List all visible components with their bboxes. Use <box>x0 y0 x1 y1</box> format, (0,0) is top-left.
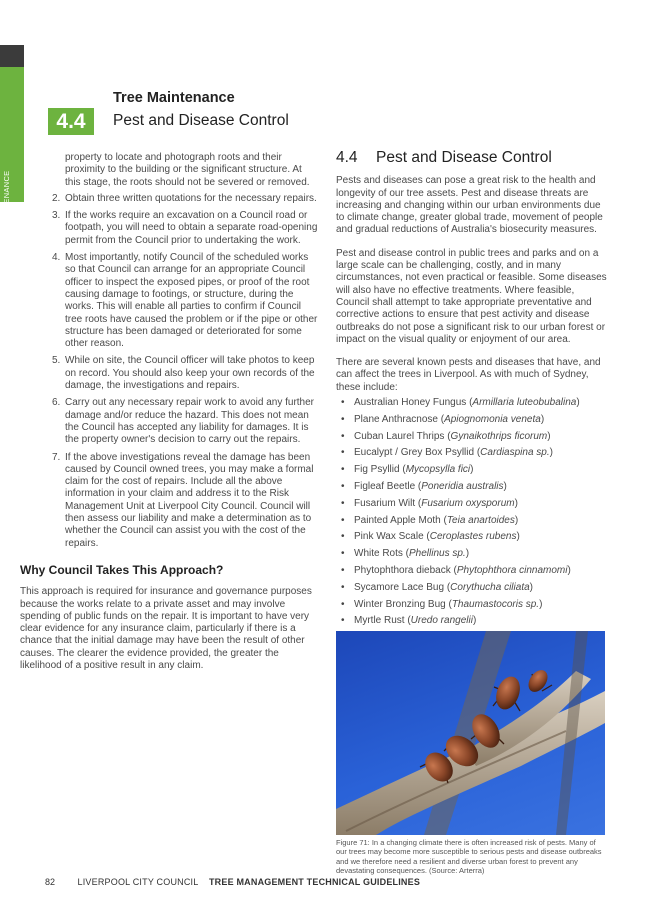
pest-scientific-name: Phellinus sp. <box>409 548 466 560</box>
pest-scientific-name: Gynaikothrips ficorum <box>450 430 548 442</box>
top-tab-marker <box>0 45 24 67</box>
step-1-continuation: property to locate and photograph roots and their proximity to the building or the significant structure. At this stage, the roots should not be severed or removed. <box>65 152 310 188</box>
list-item <box>20 193 320 205</box>
section-heading <box>336 149 608 166</box>
side-tab-label: TREE MAINTENANCE <box>2 170 11 252</box>
section-heading-title: Pest and Disease Control <box>376 149 552 166</box>
step-number: 6. <box>52 397 61 409</box>
list-item: • Phytophthora dieback (Phytophthora cinnamomi) <box>336 565 608 577</box>
pest-common-name: White Rots <box>354 548 403 560</box>
step-text: If the above investigations reveal the damage has been caused by Council owned trees, you may make a formal claim for the cost of repairs. Include all the above information in your claim and address it to the Risk Management Unit at Liverpool City Council. Council will then assess our liability and make a determination as to whether the Council can assist you with the cost of the repairs. <box>65 451 314 549</box>
pest-scientific-name: Apiognomonia veneta <box>444 413 541 425</box>
list-item <box>20 355 320 392</box>
step-text: If the works require an excavation on a Council road or footpath, you will need to obtain a separate road-opening permit from the Council prior to undertaking the work. <box>65 210 318 246</box>
pest-common-name: Pink Wax Scale <box>354 531 424 543</box>
left-column <box>20 152 320 672</box>
pest-scientific-name: Corythucha ciliata <box>450 581 530 593</box>
pest-common-name: Myrtle Rust <box>354 615 405 627</box>
figure-caption: Figure 71: In a changing climate there is often increased risk of pests. Many of our trees may become more susceptible to serious pests and disease outbreaks and we therefore need a resilient and diverse urban forest to prevent any devastating consequences. (Source: Arterra) <box>336 838 602 875</box>
chapter-title: Tree Maintenance <box>113 90 235 106</box>
list-item: • Myrtle Rust (Uredo rangelii) <box>336 615 608 627</box>
pest-scientific-name: Teia anartoides <box>446 514 515 526</box>
pest-scientific-name: Phytophthora cinnamomi <box>456 565 568 577</box>
section-heading-number: 4.4 <box>336 149 358 166</box>
chapter-subtitle: Pest and Disease Control <box>113 112 289 129</box>
pest-scientific-name: Armillaria luteobubalina <box>472 397 577 409</box>
pest-scientific-name: Ceroplastes rubens <box>429 531 517 543</box>
pest-common-name: Cuban Laurel Thrips <box>354 430 445 442</box>
list-item: • Cuban Laurel Thrips (Gynaikothrips ficorum) <box>336 431 608 443</box>
paragraph: Pest and disease control in public trees and parks and on a large scale can be challenging, costly, and in many circumstances, not even practical or feasible. Some diseases will also have no effective treatments. Where feasible, Council shall attempt to take appropriate preventative and corrective actions to ensure that pest activity and disease outbreaks do not pose a significant risk to our urban forest or impact on the visual quality or enjoyment of our area. <box>336 247 607 345</box>
pest-common-name: Fig Psyllid <box>354 464 400 476</box>
step-text: While on site, the Council officer will take photos to keep on record. You should also keep your own records of the damage, the investigations and repairs. <box>65 355 315 392</box>
pest-common-name: Sycamore Lace Bug <box>354 581 445 593</box>
pest-common-name: Figleaf Beetle <box>354 481 416 493</box>
pest-scientific-name: Poneridia australis <box>421 481 504 493</box>
step-number: 7. <box>52 451 61 463</box>
section-number-badge: 4.4 <box>48 108 94 135</box>
list-item <box>20 210 320 247</box>
why-heading: Why Council Takes This Approach? <box>20 562 224 577</box>
list-item <box>20 252 320 350</box>
pest-scientific-name: Fusarium oxysporum <box>421 497 515 509</box>
beetle-photo <box>336 631 605 835</box>
list-item: • Pink Wax Scale (Ceroplastes rubens) <box>336 531 608 543</box>
list-item: • Fusarium Wilt (Fusarium oxysporum) <box>336 498 608 510</box>
page-footer <box>45 877 420 887</box>
list-item: • Painted Apple Moth (Teia anartoides) <box>336 515 608 527</box>
pest-common-name: Painted Apple Moth <box>354 514 441 526</box>
paragraph: There are several known pests and diseases that have, and can affect the trees in Liverpool. As with much of Sydney, these include: <box>336 357 601 393</box>
list-item <box>20 397 320 446</box>
pest-common-name: Fusarium Wilt <box>354 497 416 509</box>
step-text: Obtain three written quotations for the necessary repairs. <box>65 192 317 204</box>
pest-common-name: Plane Anthracnose <box>354 413 438 425</box>
footer-organisation: LIVERPOOL CITY COUNCIL <box>77 877 199 887</box>
beetle-photo-illustration <box>336 631 605 835</box>
why-paragraph: This approach is required for insurance and governance purposes because the works relate to a private asset and may involve spending of public funds on the repair. It is important to have very clear evidence for any insurance claim, particularly if there is a chance that the initial damage may have been the result of other causes. The clearer the evidence provided, the greater the likelihood of a positive result in any claim. <box>20 586 312 671</box>
step-number: 2. <box>52 192 61 204</box>
list-item: • Australian Honey Fungus (Armillaria luteobubalina) <box>336 397 608 409</box>
steps-list <box>20 193 320 550</box>
list-item: • White Rots (Phellinus sp.) <box>336 548 608 560</box>
step-number: 5. <box>52 355 61 367</box>
step-text: Carry out any necessary repair work to avoid any further damage and/or reduce the hazard. This does not mean the Council has accepted any liability for damages. It is the property owner's decision to carry out the repairs. <box>65 397 314 446</box>
pest-scientific-name: Thaumastocoris sp. <box>451 598 540 610</box>
right-column <box>336 149 608 632</box>
step-number: 3. <box>52 210 61 222</box>
pest-scientific-name: Uredo rangelii <box>410 615 473 627</box>
step-number: 4. <box>52 252 61 264</box>
list-item: • Eucalypt / Grey Box Psyllid (Cardiaspina sp.) <box>336 447 608 459</box>
step-text: Most importantly, notify Council of the scheduled works so that Council can arrange for an appropriate Council officer to inspect the exposed pipes, or proof of the root causing damage to footings, or structure, during the works. This will enable all parties to confirm if Council tree roots have caused the problem or if the pipe or other structure has been damaged or deteriorated for some other reason. <box>65 252 318 350</box>
list-item: • Figleaf Beetle (Poneridia australis) <box>336 481 608 493</box>
list-item <box>20 452 320 550</box>
footer-publication: TREE MANAGEMENT TECHNICAL GUIDELINES <box>208 877 421 887</box>
pest-list <box>336 397 608 628</box>
pest-common-name: Winter Bronzing Bug <box>354 598 446 610</box>
paragraph: Pests and diseases can pose a great risk to the health and longevity of our tree assets. Pest and disease threats are increasing and changing within our urban environments due to climate change, greater global trade, movement of people and gradual reductions of Australia's biosecurity measures. <box>336 175 603 236</box>
list-item: • Fig Psyllid (Mycopsylla fici) <box>336 464 608 476</box>
list-item: • Winter Bronzing Bug (Thaumastocoris sp.) <box>336 599 608 611</box>
pest-scientific-name: Cardiaspina sp. <box>480 447 550 459</box>
pest-common-name: Australian Honey Fungus <box>354 397 467 409</box>
pest-common-name: Phytophthora dieback <box>354 565 451 577</box>
list-item: • Plane Anthracnose (Apiognomonia veneta) <box>336 414 608 426</box>
list-item: • Sycamore Lace Bug (Corythucha ciliata) <box>336 582 608 594</box>
pest-scientific-name: Mycopsylla fici <box>405 464 471 476</box>
page-number: 82 <box>45 877 56 887</box>
pest-common-name: Eucalypt / Grey Box Psyllid <box>354 447 475 459</box>
